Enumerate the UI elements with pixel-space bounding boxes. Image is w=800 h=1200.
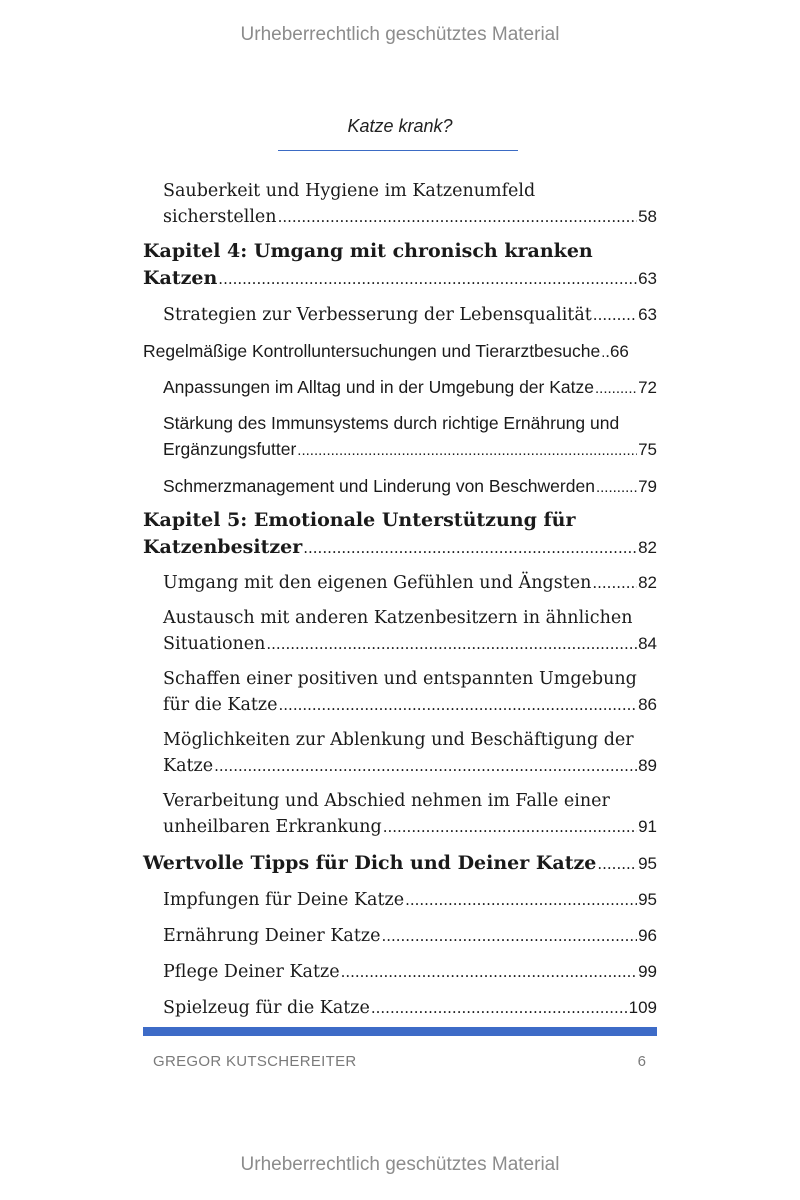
dot-leader bbox=[601, 340, 604, 366]
toc-entry-title: Schaffen einer positiven und entspannten Umgebung bbox=[163, 669, 637, 689]
toc-entry-title: Stärkung des Immunsystems durch richtige Ernährung und bbox=[163, 413, 620, 433]
toc-entry-gefuehle[interactable] bbox=[163, 570, 657, 596]
toc-entry-ablenkung[interactable] bbox=[163, 727, 657, 779]
toc-page-number: 109 bbox=[628, 998, 657, 1017]
dot-leader bbox=[596, 475, 637, 501]
toc-chapter-title-cont: Katzenbesitzer bbox=[143, 536, 303, 558]
toc-entry-title: Spielzeug für die Katze bbox=[163, 998, 370, 1018]
toc-entry-title: Ernährung Deiner Katze bbox=[163, 926, 381, 946]
dot-leader bbox=[341, 959, 637, 985]
watermark-bottom: Urheberrechtlich geschütztes Material bbox=[240, 1154, 560, 1175]
toc-entry-title: Regelmäßige Kontrolluntersuchungen und Tierarztbesuche bbox=[143, 341, 601, 361]
footer-rule bbox=[143, 1027, 657, 1036]
toc-entry-title-cont: unheilbaren Erkrankung bbox=[163, 817, 382, 837]
toc-entry-title: Austausch mit anderen Katzenbesitzern in ähnlichen bbox=[163, 608, 633, 628]
dot-leader bbox=[297, 438, 637, 464]
toc-entry-title: Sauberkeit und Hygiene im Katzenumfeld bbox=[163, 181, 536, 201]
toc-page-number: 95 bbox=[638, 890, 657, 909]
toc-entry-title: Möglichkeiten zur Ablenkung und Beschäftigung der bbox=[163, 730, 634, 750]
toc-entry-title-cont: Ergänzungsfutter bbox=[163, 439, 297, 459]
toc-page-number: 63 bbox=[638, 305, 657, 324]
toc-chapter-title-cont: Katzen bbox=[143, 267, 218, 289]
dot-leader bbox=[597, 851, 637, 878]
dot-leader bbox=[595, 376, 637, 402]
toc-chapter-tipps[interactable] bbox=[143, 850, 657, 878]
toc-page-number: .66 bbox=[605, 342, 629, 361]
toc-entry-spielzeug[interactable] bbox=[163, 995, 657, 1021]
toc-chapter-4[interactable] bbox=[143, 238, 657, 293]
toc-entry-kontrolluntersuchungen[interactable] bbox=[143, 338, 657, 366]
dot-leader bbox=[371, 995, 628, 1021]
toc-entry-title: Verarbeitung und Abschied nehmen im Falle einer bbox=[163, 791, 610, 811]
toc-entry-title: Schmerzmanagement und Linderung von Beschwerden bbox=[163, 476, 595, 496]
dot-leader bbox=[405, 887, 637, 913]
toc-entry-anpassungen[interactable] bbox=[163, 374, 657, 402]
toc-entry-umgebung[interactable] bbox=[163, 666, 657, 718]
toc-entry-title: Pflege Deiner Katze bbox=[163, 962, 340, 982]
toc-chapter-title: Wertvolle Tipps für Dich und Deiner Katze bbox=[143, 852, 597, 874]
dot-leader bbox=[593, 302, 637, 328]
toc-entry-title-cont: Situationen bbox=[163, 634, 266, 654]
watermark-top: Urheberrechtlich geschütztes Material bbox=[240, 24, 560, 45]
toc-entry-impfungen[interactable] bbox=[163, 887, 657, 913]
toc-entry-title: Umgang mit den eigenen Gefühlen und Ängsten bbox=[163, 573, 592, 593]
toc-entry-pflege[interactable] bbox=[163, 959, 657, 985]
dot-leader bbox=[218, 266, 637, 293]
dot-leader bbox=[278, 204, 638, 230]
toc-page-number: 91 bbox=[638, 817, 657, 836]
toc-entry-title-cont: Katze bbox=[163, 756, 214, 776]
toc-chapter-title: Kapitel 5: Emotionale Unterstützung für bbox=[143, 509, 576, 531]
toc-entry-title-cont: sicherstellen bbox=[163, 207, 277, 227]
toc-page-number: 63 bbox=[638, 269, 657, 288]
toc-page-number: 58 bbox=[638, 207, 657, 226]
dot-leader bbox=[266, 631, 637, 657]
dot-leader bbox=[381, 923, 637, 949]
running-head: Katze krank? bbox=[347, 116, 453, 136]
dot-leader bbox=[383, 814, 637, 840]
toc-page-number: 84 bbox=[638, 634, 657, 653]
toc-page-number: 82 bbox=[638, 538, 657, 557]
toc-page-number: 86 bbox=[638, 695, 657, 714]
toc-entry-abschied[interactable] bbox=[163, 788, 657, 840]
toc-chapter-5[interactable] bbox=[143, 507, 657, 562]
dot-leader bbox=[214, 753, 637, 779]
toc-page-number: 72 bbox=[638, 378, 657, 397]
dot-leader bbox=[592, 570, 637, 596]
dot-leader bbox=[303, 535, 637, 562]
toc-chapter-title: Kapitel 4: Umgang mit chronisch kranken bbox=[143, 240, 593, 262]
toc-entry-title-cont: für die Katze bbox=[163, 695, 278, 715]
toc-entry-sauberkeit[interactable] bbox=[163, 178, 657, 230]
toc-entry-title: Impfungen für Deine Katze bbox=[163, 890, 405, 910]
toc-entry-title: Anpassungen im Alltag und in der Umgebung der Katze bbox=[163, 377, 594, 397]
toc-page-number: 89 bbox=[638, 756, 657, 775]
footer-page-number: 6 bbox=[637, 1053, 646, 1070]
dot-leader bbox=[279, 692, 638, 718]
toc-page-number: 82 bbox=[638, 573, 657, 592]
toc-entry-immunsystem[interactable] bbox=[163, 410, 657, 464]
toc-entry-schmerzmanagement[interactable] bbox=[163, 473, 657, 501]
toc-page-number: 75 bbox=[638, 440, 657, 459]
toc-page-number: 96 bbox=[638, 926, 657, 945]
toc-entry-title: Strategien zur Verbesserung der Lebensqualität bbox=[163, 305, 592, 325]
toc-entry-austausch[interactable] bbox=[163, 605, 657, 657]
toc-entry-ernaehrung[interactable] bbox=[163, 923, 657, 949]
toc-page-number: 95 bbox=[638, 854, 657, 873]
toc-page-number: 79 bbox=[638, 477, 657, 496]
footer-author: GREGOR KUTSCHEREITER bbox=[153, 1053, 357, 1070]
toc-entry-strategien[interactable] bbox=[163, 302, 657, 328]
toc-page-number: 99 bbox=[638, 962, 657, 981]
